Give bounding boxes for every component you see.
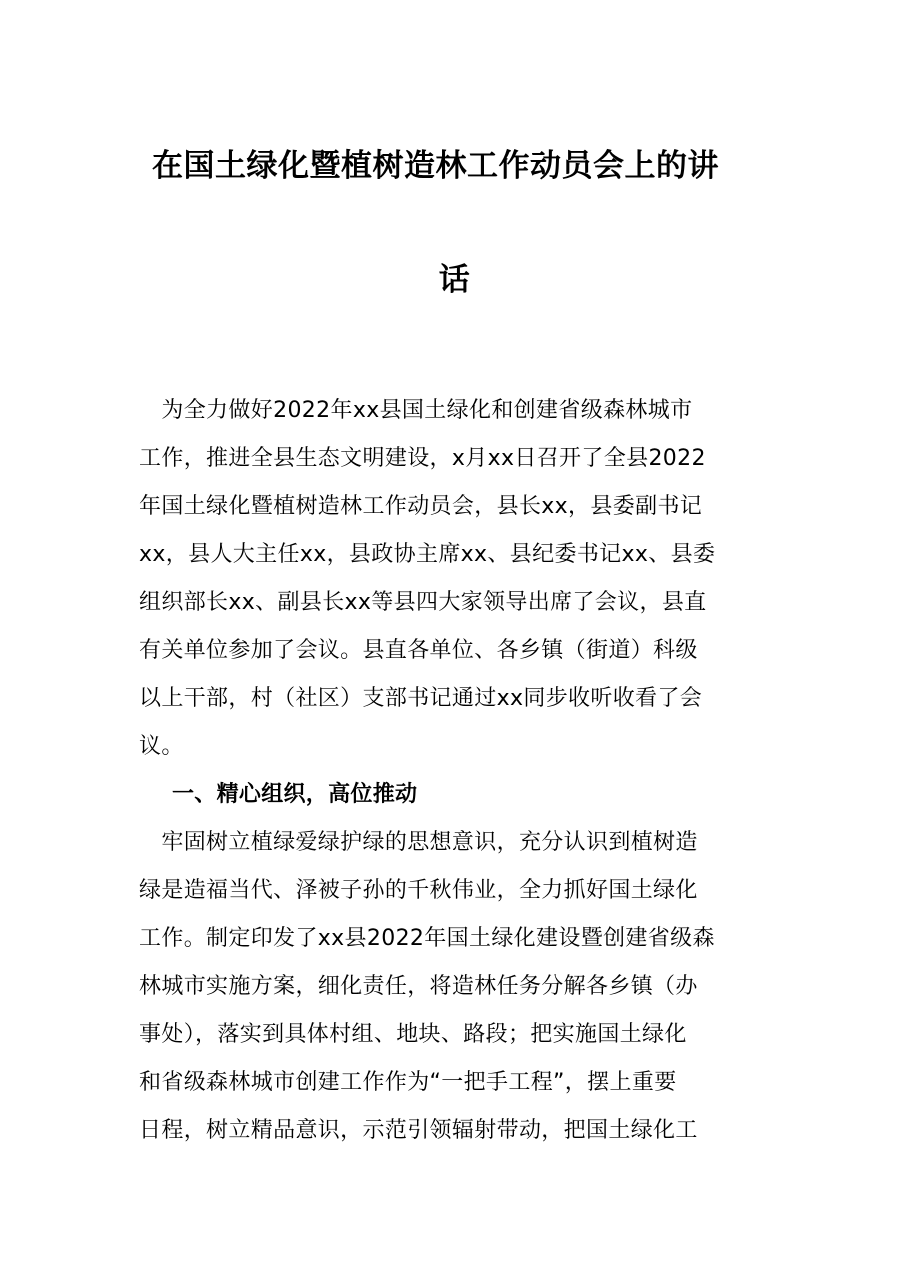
paragraph-line: 工作，推进全县生态文明建设，x月xx日召开了全县2022 [139,446,706,471]
paragraph-line: 林城市实施方案，细化责任，将造林任务分解各乡镇（办 [139,974,698,999]
paragraph-line: 以上干部，村（社区）支部书记通过xx同步收听收看了会 [139,686,703,711]
paragraph-line: 日程，树立精品意识，示范引领辐射带动，把国土绿化工 [139,1118,698,1143]
document-title-line-2: 话 [438,262,471,298]
paragraph-line: 组织部长xx、副县长xx等县四大家领导出席了会议，县直 [139,590,707,615]
paragraph-line: 事处），落实到具体村组、地块、路段；把实施国土绿化 [139,1022,687,1047]
paragraph-line: 有关单位参加了会议。县直各单位、各乡镇（街道）科级 [139,638,698,663]
section-heading: 一、精心组织，高位推动 [172,782,418,807]
document-title-line-1: 在国土绿化暨植树造林工作动员会上的讲 [152,148,719,184]
paragraph-line: xx，县人大主任xx，县政协主席xx、县纪委书记xx、县委 [139,542,716,567]
paragraph-line: 年国土绿化暨植树造林工作动员会，县长xx，县委副书记 [139,494,703,519]
paragraph-line: 绿是造福当代、泽被子孙的千秋伟业，全力抓好国土绿化 [139,878,698,903]
paragraph-line: 议。 [139,734,184,759]
paragraph-line: 和省级森林城市创建工作作为“一把手工程”，摆上重要 [139,1070,677,1095]
paragraph-line: 牢固树立植绿爱绿护绿的思想意识，充分认识到植树造 [139,830,698,855]
paragraph-line: 工作。制定印发了xx县2022年国土绿化建设暨创建省级森 [139,926,715,951]
paragraph-line: 为全力做好2022年xx县国土绿化和创建省级森林城市 [139,398,693,423]
